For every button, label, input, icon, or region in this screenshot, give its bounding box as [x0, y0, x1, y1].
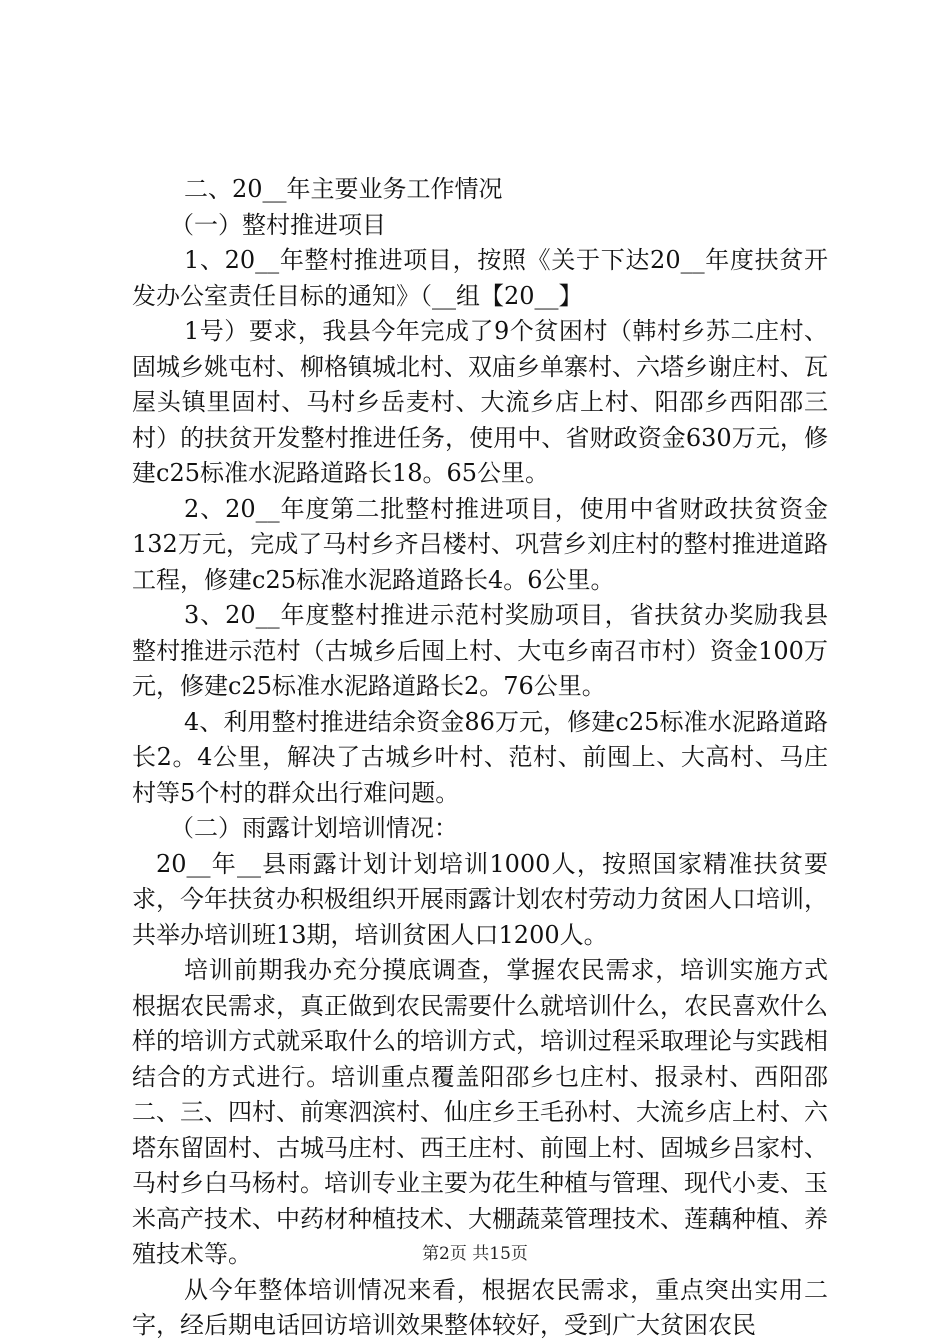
subsection-heading: （二）雨露计划培训情况： — [170, 814, 458, 842]
paragraph: 4、利用整村推进结余资金86万元，修建c25标准水泥路道路长2。4公里，解决了古城乡叶村、范村、前囤上、大高村、马庄村等5个村的群众出行难问题。 — [132, 707, 828, 807]
document-body — [132, 172, 828, 1344]
paragraph: 3、20__年度整村推进示范村奖励项目，省扶贫办奖励我县整村推进示范村（古城乡后囤上村、大屯乡南召市村）资金100万元，修建c25标准水泥路道路长2。76公里。 — [132, 601, 828, 700]
paragraph: 从今年整体培训情况来看，根据农民需求，重点突出实用二字，经后期电话回访培训效果整体较好，受到广大贫困农民 — [132, 1275, 828, 1339]
paragraph: 20__年__县雨露计划计划培训1000人，按照国家精准扶贫要求，今年扶贫办积极组织开展雨露计划农村劳动力贫困人口培训，共举办培训班13期，培训贫困人口1200人。 — [132, 849, 828, 949]
paragraph: 1号）要求，我县今年完成了9个贫困村（韩村乡苏二庄村、固城乡姚屯村、柳格镇城北村、双庙乡单寨村、六塔乡谢庄村、瓦屋头镇里固村、马村乡岳麦村、大流乡店上村、阳邵乡西阳邵三村）的扶贫开发整村推进任务，使用中、省财政资金630万元，修建c25标准水泥路道路长18。65公里。 — [132, 317, 828, 487]
paragraph: 培训前期我办充分摸底调查，掌握农民需求，培训实施方式根据农民需求，真正做到农民需要什么就培训什么，农民喜欢什么样的培训方式就采取什么的培训方式，培训过程采取理论与实践相结合的方式进行。培训重点覆盖阳邵乡乜庄村、报录村、西阳邵二、三、四村、前寒泗滨村、仙庄乡王毛孙村、大流乡店上村、六塔东留固村、古城马庄村、西王庄村、前囤上村、固城乡吕家村、马村乡白马杨村。培训专业主要为花生种植与管理、现代小麦、玉米高产技术、中药材种植技术、大棚蔬菜管理技术、莲藕种植、养殖技术等。 — [132, 956, 828, 1268]
paragraph: 2、20__年度第二批整村推进项目，使用中省财政扶贫资金132万元，完成了马村乡齐吕楼村、巩营乡刘庄村的整村推进道路工程，修建c25标准水泥路道路长4。6公里。 — [132, 494, 828, 594]
page-footer: 第2页 共15页 — [422, 1244, 528, 1264]
paragraph: 1、20__年整村推进项目，按照《关于下达20__年度扶贫开发办公室责任目标的通知》（__组【20__】 — [132, 246, 828, 310]
subsection-heading: （一）整村推进项目 — [170, 210, 386, 239]
section-heading: 二、20__年主要业务工作情况 — [184, 175, 503, 203]
